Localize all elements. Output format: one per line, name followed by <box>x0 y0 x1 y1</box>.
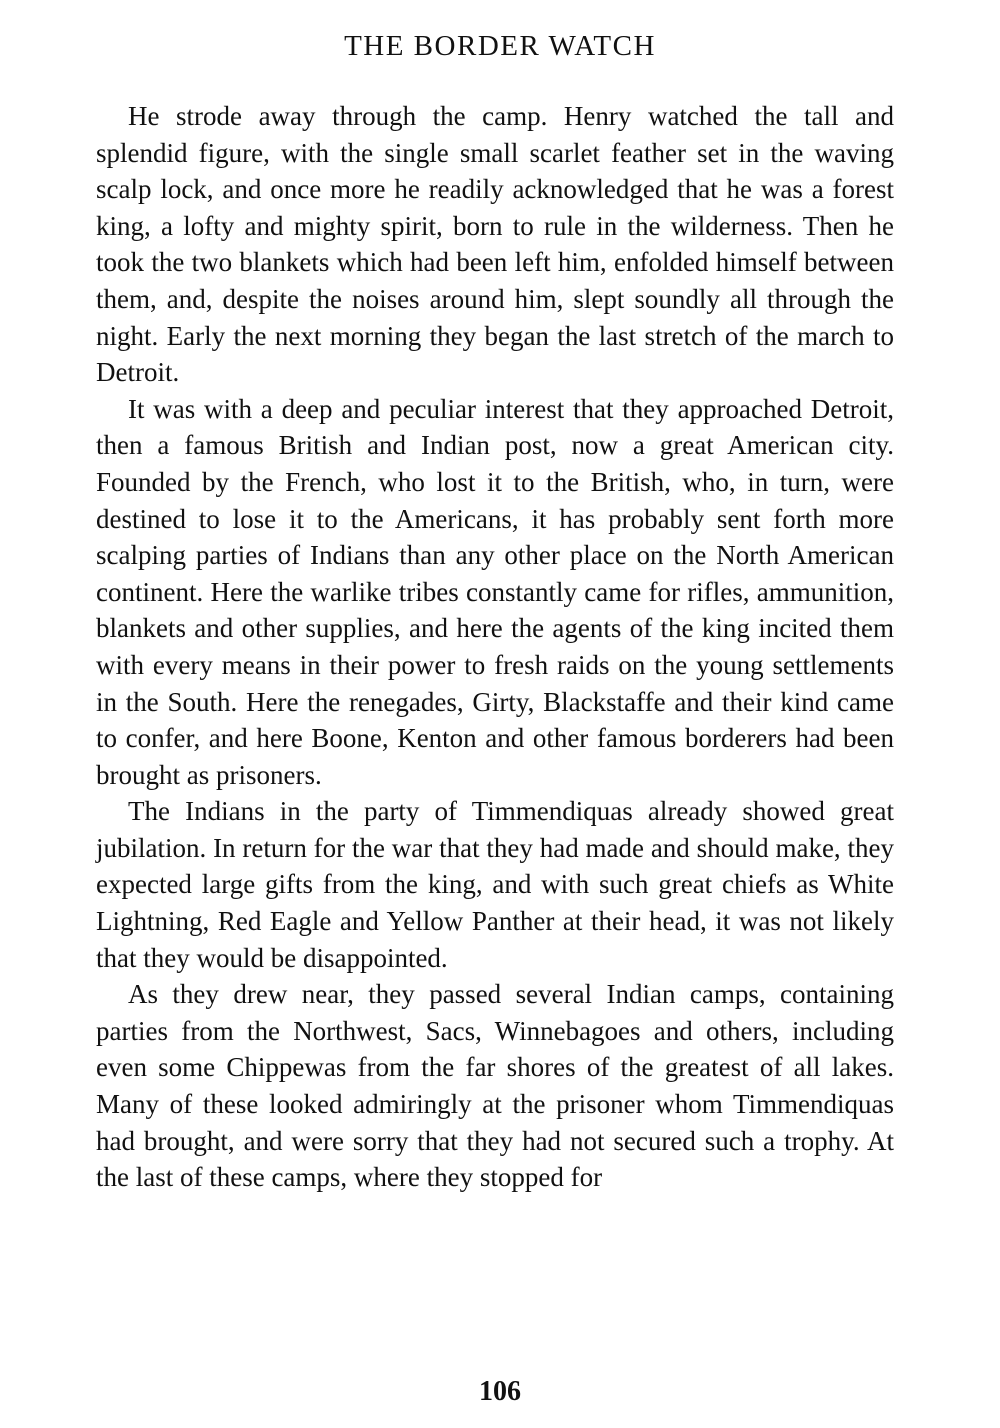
paragraph: He strode away through the camp. Henry watched the tall and splendid figure, with the single small scarlet feather set in the waving scalp lock, and once more he readily acknowledged that he was a forest king, a lofty and mighty spirit, born to rule in the wilderness. Then he took the two blankets which had been left him, enfolded himself between them, and, despite the noises around him, slept soundly all through the night. Early the next morning they began the last stretch of the march to Detroit. <box>96 101 894 388</box>
body-text <box>96 98 894 1196</box>
page-number: 106 <box>479 1376 521 1407</box>
paragraph: It was with a deep and peculiar interest that they approached Detroit, then a famous British and Indian post, now a great American city. Founded by the French, who lost it to the British, who, in turn, were destined to lose it to the Americans, it has probably sent forth more scalping parties of Indians than any other place on the North American continent. Here the warlike tribes constantly came for rifles, ammunition, blankets and other supplies, and here the agents of the king incited them with every means in their power to fresh raids on the young settlements in the South. Here the renegades, Girty, Blackstaffe and their kind came to confer, and here Boone, Kenton and other famous borderers had been brought as prisoners. <box>96 393 894 790</box>
paragraph: The Indians in the party of Timmendiquas already showed great jubilation. In return for the war that they had made and should make, they expected large gifts from the king, and with such great chiefs as White Lightning, Red Eagle and Yellow Panther at their head, it was not likely that they would be disappointed. <box>96 796 894 973</box>
running-head: THE BORDER WATCH <box>344 30 656 62</box>
paragraph: As they drew near, they passed several Indian camps, containing parties from the Northwest, Sacs, Winnebagoes and others, including even some Chippewas from the far shores of the greatest of all lakes. Many of these looked admiringly at the prisoner whom Timmendiquas had brought, and were sorry that they had not secured such a trophy. At the last of these camps, where they stopped for <box>96 979 894 1193</box>
